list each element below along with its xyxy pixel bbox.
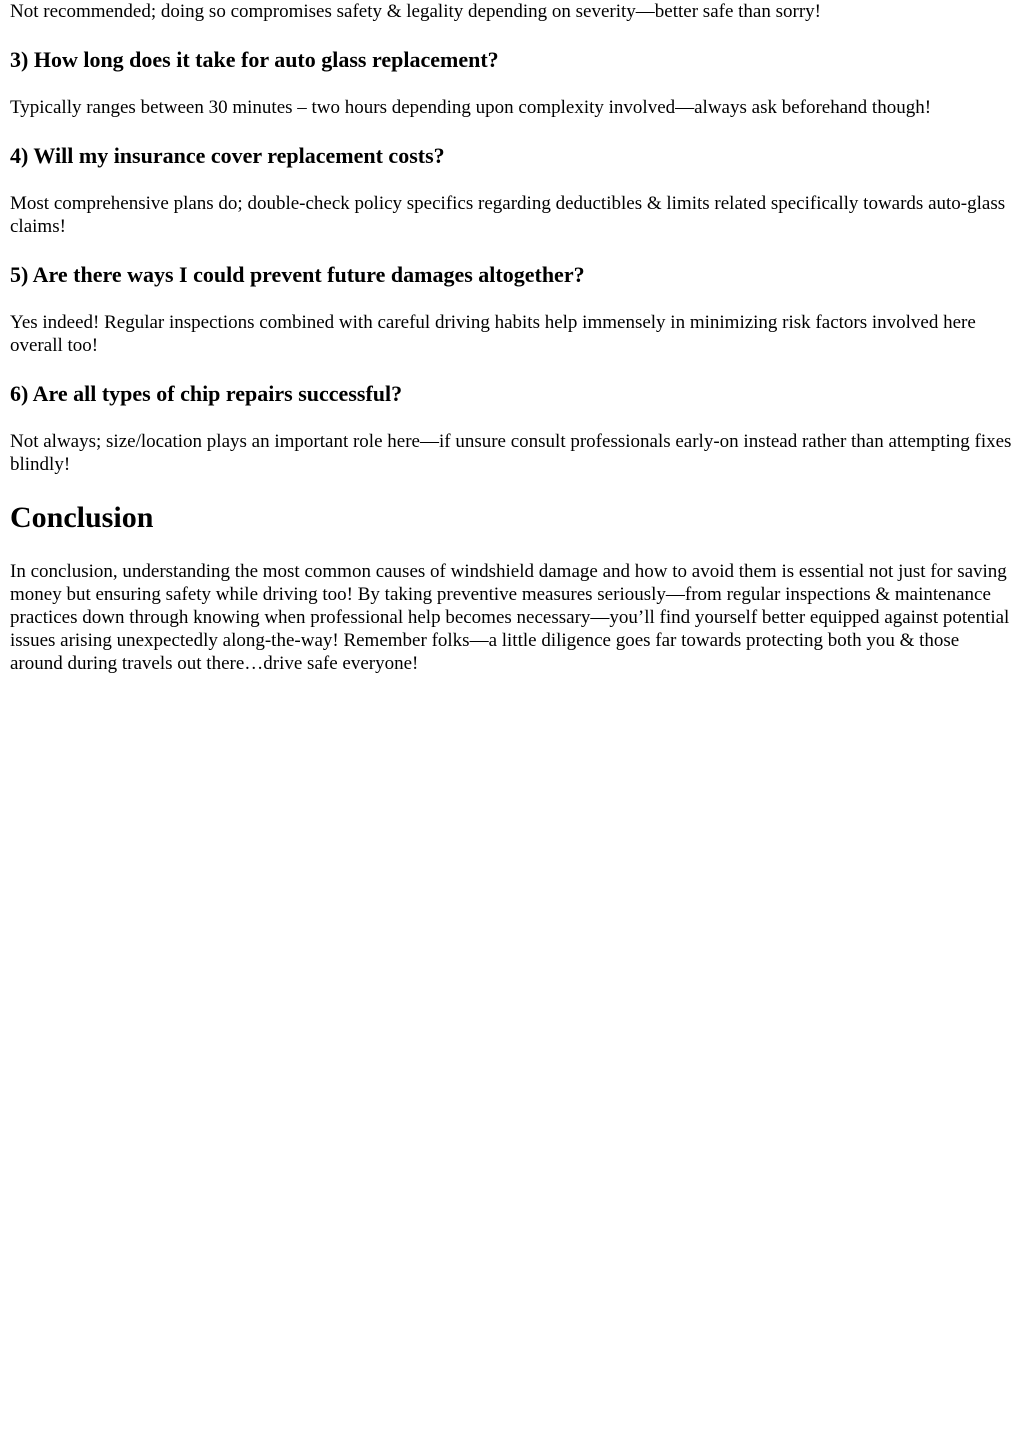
faq-answer-3: Typically ranges between 30 minutes – two hours depending upon complexity involved—always ask beforehand though!	[10, 97, 932, 118]
faq-answer-2: Not recommended; doing so compromises safety & legality depending on severity—better safe than sorry!	[10, 1, 821, 22]
conclusion-body: In conclusion, understanding the most common causes of windshield damage and how to avoid them is essential not just for saving money but ensuring safety while driving too! By taking preventive measures seriously—from regular inspections & maintenance practices down through knowing when professional help becomes necessary—you’ll find yourself better equipped against potential issues arising unexpectedly along-the-way! Remember folks—a little diligence goes far towards protecting both you & those around during travels out there…drive safe everyone!	[10, 561, 1010, 674]
faq-question-4: 4) Will my insurance cover replacement costs?	[10, 143, 445, 168]
faq-question-5: 5) Are there ways I could prevent future damages altogether?	[10, 262, 585, 287]
faq-answer-4: Most comprehensive plans do; double-check policy specifics regarding deductibles & limits related specifically towards auto-glass claims!	[10, 193, 1006, 237]
conclusion-heading: Conclusion	[10, 501, 154, 534]
faq-question-6: 6) Are all types of chip repairs successful?	[10, 381, 403, 406]
article-page	[0, 0, 1024, 675]
faq-question-3: 3) How long does it take for auto glass replacement?	[10, 47, 499, 72]
faq-answer-5: Yes indeed! Regular inspections combined with careful driving habits help immensely in minimizing risk factors involved here overall too!	[10, 312, 976, 356]
faq-answer-6: Not always; size/location plays an important role here—if unsure consult professionals early-on instead rather than attempting fixes blindly!	[10, 431, 1012, 475]
